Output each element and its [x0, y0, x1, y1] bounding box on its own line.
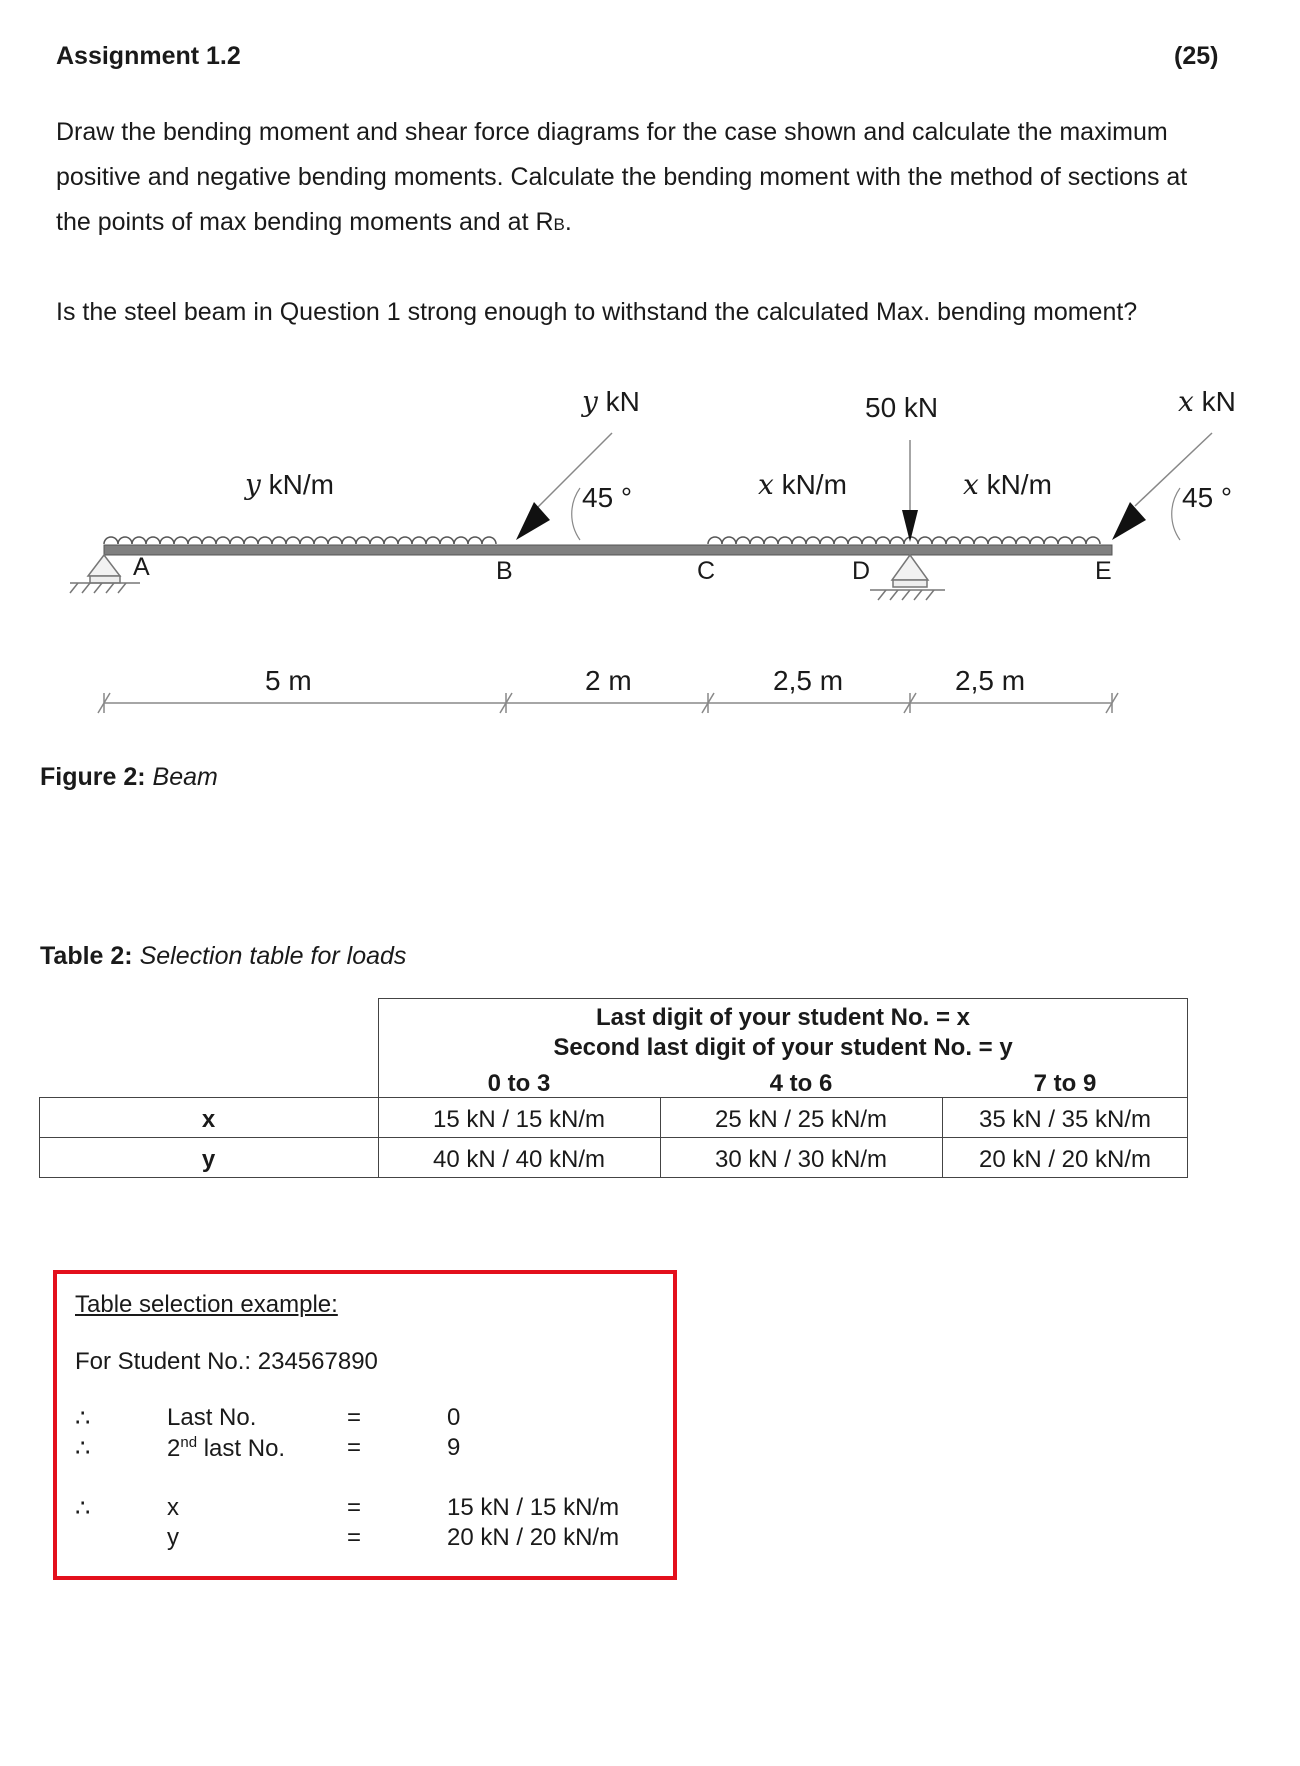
example-x-label: x [167, 1494, 179, 1521]
udl-coil [904, 537, 918, 544]
table-header-line-1: Last digit of your student No. = x [595, 1004, 970, 1031]
point-b-label: B [496, 557, 513, 585]
point-a-label: A [133, 553, 150, 581]
udl-coil [258, 537, 272, 544]
udl-coil [708, 537, 722, 544]
udl-left-coils [104, 537, 496, 544]
udl-de-label: x kN/m [963, 468, 1052, 501]
therefore-symbol: ∴ [75, 1495, 91, 1522]
udl-coil [862, 537, 876, 544]
dim-ab-label: 5 m [265, 665, 312, 696]
row-x-cell: 25 kN / 25 kN/m [714, 1106, 888, 1133]
example-student-line: For Student No.: 234567890 [75, 1348, 378, 1375]
udl-coil [482, 537, 496, 544]
udl-coil [104, 537, 118, 544]
instruction-line-3: the points of max bending moments and at RB. [56, 208, 572, 236]
point-d-label: D [852, 557, 871, 585]
udl-coil [468, 537, 482, 544]
udl-coil [412, 537, 426, 544]
udl-coil [454, 537, 468, 544]
udl-coil [216, 537, 230, 544]
point-e-label: E [1095, 557, 1112, 585]
table-caption: Table 2: Selection table for loads [40, 942, 407, 970]
support-a [70, 555, 140, 593]
row-x-cell: 35 kN / 35 kN/m [978, 1106, 1152, 1133]
udl-coil [736, 537, 750, 544]
udl-coil [806, 537, 820, 544]
udl-coil [974, 537, 988, 544]
udl-coil [1086, 537, 1100, 544]
udl-coil [890, 537, 904, 544]
example-y-label: y [167, 1524, 179, 1551]
instruction-line-2: positive and negative bending moments. Calculate the bending moment with the method of sections at [56, 163, 1188, 191]
udl-coil [188, 537, 202, 544]
udl-cd-label: x kN/m [758, 468, 847, 501]
example-second-label: 2nd last No. [167, 1434, 286, 1462]
udl-right-coils [708, 537, 1100, 544]
row-y-cell: 30 kN / 30 kN/m [714, 1146, 888, 1173]
row-x-label: x [201, 1106, 216, 1133]
udl-coil [1044, 537, 1058, 544]
support-d [870, 555, 945, 600]
range-0-3: 0 to 3 [487, 1070, 551, 1097]
row-y-cell: 20 kN / 20 kN/m [978, 1146, 1152, 1173]
udl-coil [272, 537, 286, 544]
udl-coil [300, 537, 314, 544]
udl-coil [1002, 537, 1016, 544]
udl-coil [750, 537, 764, 544]
point-c-label: C [697, 557, 716, 585]
example-last-value: 0 [447, 1404, 461, 1431]
udl-coil [764, 537, 778, 544]
udl-coil [244, 537, 258, 544]
udl-coil [1030, 537, 1044, 544]
therefore-symbol: ∴ [75, 1435, 91, 1462]
point-load-e-label: x kN [1178, 385, 1236, 418]
equals-sign: = [347, 1434, 362, 1461]
dim-bc-label: 2 m [585, 665, 632, 696]
marks-label: (25) [1174, 42, 1219, 70]
udl-coil [876, 537, 890, 544]
udl-coil [286, 537, 300, 544]
table-header-line-2: Second last digit of your student No. = y [553, 1034, 1013, 1061]
beam [104, 545, 1112, 555]
udl-coil [342, 537, 356, 544]
udl-coil [146, 537, 160, 544]
therefore-symbol: ∴ [75, 1405, 91, 1432]
udl-coil [440, 537, 454, 544]
udl-coil [314, 537, 328, 544]
point-load-d-arrow [902, 440, 918, 542]
example-second-value: 9 [447, 1434, 461, 1461]
point-load-b-label: y kN [582, 385, 640, 418]
udl-coil [848, 537, 862, 544]
example-y-value: 20 kN / 20 kN/m [447, 1524, 620, 1551]
udl-coil [960, 537, 974, 544]
point-load-e-angle: 45 ° [1182, 482, 1233, 513]
udl-coil [132, 537, 146, 544]
udl-coil [1016, 537, 1030, 544]
udl-coil [384, 537, 398, 544]
udl-coil [230, 537, 244, 544]
row-x-cell: 15 kN / 15 kN/m [432, 1106, 606, 1133]
udl-coil [160, 537, 174, 544]
equals-sign: = [347, 1404, 362, 1431]
dim-de-label: 2,5 m [955, 665, 1026, 696]
figure-caption: Figure 2: Beam [40, 763, 218, 791]
udl-coil [722, 537, 736, 544]
range-7-9: 7 to 9 [1033, 1070, 1097, 1097]
udl-coil [370, 537, 384, 544]
selection-example-box [53, 1270, 677, 1580]
udl-coil [778, 537, 792, 544]
udl-left-label: y kN/m [245, 468, 334, 501]
point-load-b-angle: 45 ° [582, 482, 633, 513]
example-last-label: Last No. [167, 1404, 257, 1431]
udl-coil [820, 537, 834, 544]
udl-coil [988, 537, 1002, 544]
udl-coil [328, 537, 342, 544]
udl-coil [426, 537, 440, 544]
udl-coil [834, 537, 848, 544]
udl-coil [1058, 537, 1072, 544]
udl-coil [946, 537, 960, 544]
instruction-line-1: Draw the bending moment and shear force diagrams for the case shown and calculate the maximum [56, 118, 1168, 146]
udl-coil [932, 537, 946, 544]
point-load-d-label: 50 kN [865, 392, 939, 423]
udl-coil [792, 537, 806, 544]
udl-coil [202, 537, 216, 544]
udl-coil [356, 537, 370, 544]
question-text: Is the steel beam in Question 1 strong enough to withstand the calculated Max. bending moment? [56, 298, 1138, 326]
assignment-title: Assignment 1.2 [56, 42, 241, 70]
range-4-6: 4 to 6 [769, 1070, 833, 1097]
udl-coil [918, 537, 932, 544]
example-x-value: 15 kN / 15 kN/m [447, 1494, 620, 1521]
equals-sign: = [347, 1524, 362, 1551]
row-y-cell: 40 kN / 40 kN/m [432, 1146, 606, 1173]
example-title: Table selection example: [75, 1291, 338, 1318]
equals-sign: = [347, 1494, 362, 1521]
udl-coil [174, 537, 188, 544]
udl-coil [398, 537, 412, 544]
udl-coil [1072, 537, 1086, 544]
dim-cd-label: 2,5 m [773, 665, 844, 696]
udl-coil [118, 537, 132, 544]
row-y-label: y [201, 1146, 216, 1173]
